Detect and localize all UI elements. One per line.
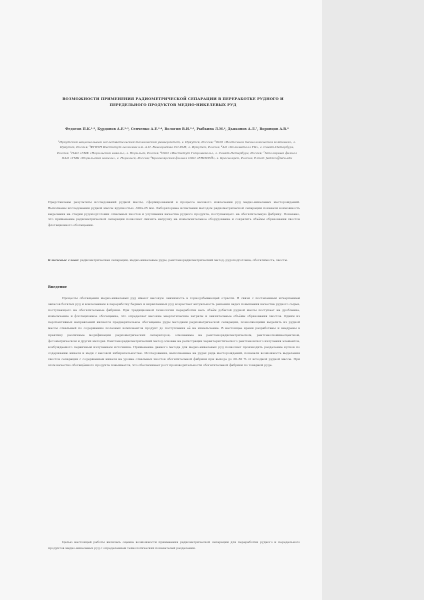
paper-title: ВОЗМОЖНОСТИ ПРИМЕНЕНИЯ РАДИОМЕТРИЧЕСКОЙ СЕПАРАЦИИ В ПЕРЕРАБОТКЕ РУДНОГО И ПЕРЕДЕЛЬНОГО ПРОДУКТОВ МЕДНО-НИКЕЛЕВЫХ РУД (62, 97, 284, 107)
paper-authors: Федотов П.К.¹·², Бурдонов А.Е.²·³, Сенченко А.Е.²·⁴, Вологин В.И.²·⁵, Рыбкина Л.М.⁶, Дьяконов А.Л.⁷, Воронцов А.В.⁸ (65, 127, 289, 131)
right-margin-panel (322, 0, 424, 600)
body-paragraph: Целью настоящей работы являлась оценка возможности применения радиометрической сепарации для переработки рудного и передельного продуктов медно-никелевых руд с определением технологических показателей разделения. (48, 540, 300, 551)
paper-abstract: Представлены результаты исследований рудной массы, сформированной в процессе валового извлечения руд медно-никелевых месторождений. Выполнены исследования рудной массы крупностью -300+25 мм. Лабораторные испытания методом радиометрической сепарации показали возможность выделения на стадии рудоподготовки отвальных хвостов и улучшения качества рудного продукта, поступающего на обогатительную фабрику. Показано, что применение радиометрической сепарации позволяет снизить нагрузку на измельчительное оборудование и сократить объёмы образования хвостов флотационного обогащения. (48, 200, 300, 228)
keywords-text: радиометрическая сепарация, медно-никелевые руды, рентгенорадиометрический метод, рудоподготовка, обогатимость, хвосты. (79, 258, 288, 262)
body-paragraph: Процессы обогащения медно-никелевых руд имеют высокую значимость в горнодобывающей отрасли. В связи с постепенным исчерпанием запасов богатых руд и вовлечением в переработку бедных и вкрапленных руд возрастает актуальность решения задач повышения качества рудного сырья, поступающего на обогатительные фабрики. При традиционной технологии переработки весь объём добытой рудной массы поступает на дробление, измельчение и флотационное обогащение, что определяет высокие энергетические затраты и значительные объёмы образования хвостов. Одним из перспективных направлений является предварительное обогащение руды методами радиометрической сепарации, позволяющими выделить из рудной массы отвальный по содержанию полезных компонентов продукт до поступления её на измельчение. В настоящее время разработаны и внедрены в практику различные модификации радиометрических сепараторов, основанные на рентгенорадиометрическом, рентгенолюминесцентном, фотометрическом и других методах. Рентгенорадиометрический метод основан на регистрации характеристического рентгеновского излучения элементов, возбуждаемого первичным излучением источника. Применение данного метода для медно-никелевых руд позволяет производить разделение кусков по содержанию никеля и меди с высокой избирательностью. Исследования, выполненные на рудах ряда месторождений, показали возможность выделения хвостов сепарации с содержанием никеля на уровне отвальных хвостов обогатительной фабрики при выходе до 20–30 % от исходной рудной массы. При этом качество обогащённого продукта повышается, что обеспечивает рост производительности обогатительной фабрики по товарной руде. (48, 296, 300, 368)
paper-keywords (48, 258, 300, 264)
paper-affiliations: ¹Иркутский национальный исследовательский технический университет, г. Иркутск, Россия; ²ООО «Восточная технологическая компания», г. Иркутск, Россия; ³ФГБУН Институт геохимии им. А.П. Виноградова СО РАН, г. Иркутск, Россия; ⁴АО «Полиметалл УК», г. Санкт-Петербург, Россия; ⁵ПАО «ГМК «Норильский никель», г. Норильск, Россия; ⁶ООО «Институт Гипроникель», г. Санкт-Петербург, Россия; ⁷Заполярный филиал ПАО «ГМК «Норильский никель», г. Норильск, Россия; ⁸Красноярский филиал ООО «ЕНИСЕЙ», г. Красноярск, Россия; E-mail: fedotov@istu.edu (57, 140, 297, 160)
section-heading: Введение (48, 285, 67, 289)
keywords-label: Ключевые слова: (48, 258, 80, 262)
